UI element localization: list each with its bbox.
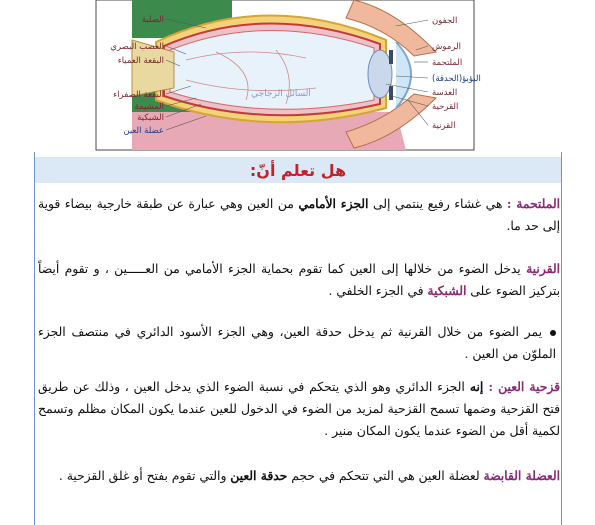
bold-text: إنه <box>464 379 489 394</box>
paragraph-cornea <box>38 258 560 302</box>
label-eye-muscle: عضلة العين <box>123 126 164 136</box>
did-you-know-heading-bar <box>35 157 561 183</box>
label-choroid: المشيمة <box>134 102 164 112</box>
text: الجزء الدائري وهو الذي يتحكم في نسبة الضوء الذي يدخل العين ، وذلك عن طريق فتح القزحية وضمها تسمح القزحية لمزيد من الضوء في الدخول للعين عندما يكون المكان مظلم وتسمح لكمية أقل من الضوء عندما يكون المكان منير . <box>38 380 560 438</box>
label-cornea: القرنية <box>432 121 456 131</box>
text: يدخل الضوء من خلالها إلى العين كما تقوم بحماية الجزء الأمامي من العـــــين ، و تقوم أيضاً بتركيز الضوء على <box>38 262 560 298</box>
text: هي غشاء رفيع ينتمي إلى <box>368 197 507 211</box>
paragraph-conjunctiva <box>38 193 560 237</box>
term-cornea: القرنية <box>526 261 560 276</box>
text: يمر الضوء من خلال القرنية ثم يدخل حدقة العين، وهي الجزء الأسود الدائري في منتصف الجزء الملوّن من العين . <box>38 325 556 361</box>
paragraph-iris <box>38 376 560 442</box>
bold-text: الجزء الأمامي <box>298 196 369 211</box>
text: من العين وهي عبارة عن طبقة خارجية بيضاء قوية إلى حد ما. <box>38 197 560 233</box>
label-retina: الشبكية <box>137 113 164 123</box>
diagram-lens <box>368 50 392 98</box>
diagram-iris-bottom <box>389 86 393 100</box>
text: والتي تقوم بفتح أو غلق القزحية . <box>58 469 231 483</box>
text: في الجزء الخلفي . <box>328 284 428 298</box>
label-blind-spot: البقعة العمياء <box>117 56 164 66</box>
label-eyelids: الجفون <box>432 16 458 26</box>
diagram-iris-top <box>389 50 393 64</box>
highlight-retina: الشبكية <box>427 283 467 298</box>
paragraph-sphincter-muscle <box>38 465 560 487</box>
bullet-icon <box>550 330 556 336</box>
label-lens: العدسة <box>432 88 458 98</box>
eye-anatomy-diagram <box>96 0 481 150</box>
label-conjunctiva: الملتحمة <box>432 58 463 68</box>
did-you-know-heading: هل تعلم أنّ: <box>249 160 347 180</box>
bold-text: حدقة العين <box>230 468 288 483</box>
paragraph-light-path <box>38 321 560 365</box>
label-sclera: الصلبة <box>141 15 164 25</box>
label-pupil: البؤبؤ(الحدقة) <box>432 74 481 84</box>
term-sphincter-muscle: العضلة القابضة <box>483 468 560 483</box>
label-vitreous: السائل الزجاجي <box>251 89 311 99</box>
term-iris: قزحية العين : <box>488 379 561 394</box>
text: لعضلة العين هي التي تتحكم في حجم <box>287 469 484 483</box>
label-eyelashes: الرموش <box>432 42 461 52</box>
label-optic-nerve: العصب البصري <box>110 42 164 52</box>
label-yellow-spot: البقعة الصفراء <box>113 90 164 100</box>
term-conjunctiva: الملتحمة : <box>506 196 560 211</box>
label-iris: القرحية <box>432 102 459 112</box>
